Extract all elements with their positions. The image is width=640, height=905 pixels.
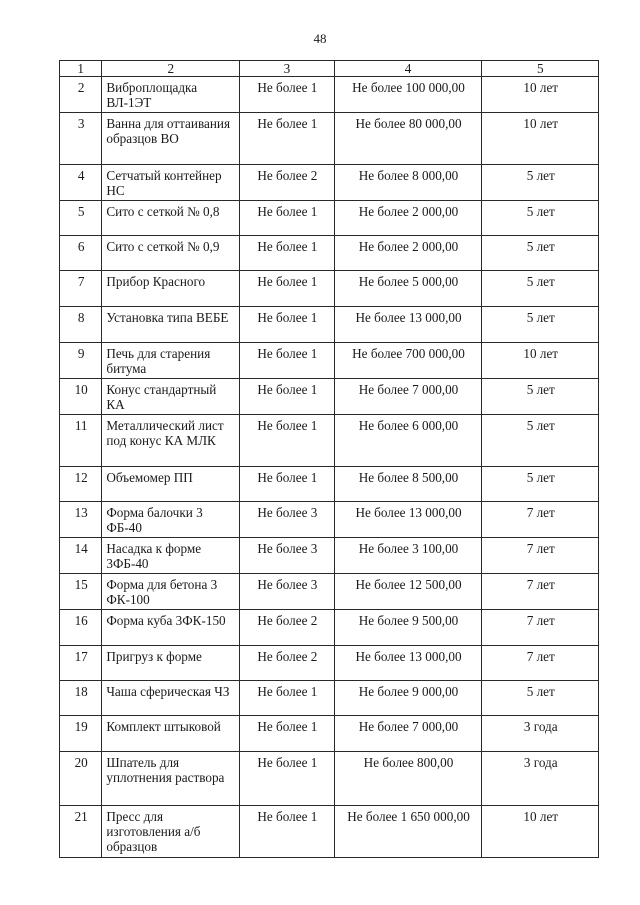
table-row [60,538,599,574]
price-cell: Не более 2 000,00 [334,236,482,271]
table-row [60,236,599,271]
row-number-cell: 16 [60,610,102,646]
price-cell: Не более 7 000,00 [334,716,482,752]
price-cell: Не более 9 000,00 [334,681,482,716]
table-row [60,165,599,201]
table-row [60,467,599,502]
row-number-cell: 18 [60,681,102,716]
row-number-cell: 9 [60,343,102,379]
price-cell: Не более 12 500,00 [334,574,482,610]
row-number-cell: 13 [60,502,102,538]
item-name-cell: Чаша сферическая ЧЗ [102,681,240,716]
item-name-cell: Насадка к форме 3ФБ-40 [102,538,240,574]
row-number-cell: 15 [60,574,102,610]
table-header-row [60,61,599,77]
page-number: 48 [313,31,327,46]
service-term-cell: 10 лет [482,113,599,165]
table-row [60,77,599,113]
price-cell: Не более 100 000,00 [334,77,482,113]
table-row [60,806,599,858]
quantity-cell: Не более 3 [240,502,334,538]
quantity-cell: Не более 2 [240,610,334,646]
item-name-cell: Сито с сеткой № 0,8 [102,201,240,236]
price-cell: Не более 80 000,00 [334,113,482,165]
quantity-cell: Не более 1 [240,201,334,236]
service-term-cell: 10 лет [482,806,599,858]
price-cell: Не более 1 650 000,00 [334,806,482,858]
quantity-cell: Не более 1 [240,806,334,858]
service-term-cell: 5 лет [482,201,599,236]
row-number-cell: 3 [60,113,102,165]
item-name-cell: Сито с сеткой № 0,9 [102,236,240,271]
quantity-cell: Не более 1 [240,307,334,343]
service-term-cell: 10 лет [482,343,599,379]
item-name-cell: Пресс для изготовления а/б образцов [102,806,240,858]
service-term-cell: 5 лет [482,271,599,307]
price-cell: Не более 13 000,00 [334,502,482,538]
row-number-cell: 6 [60,236,102,271]
quantity-cell: Не более 1 [240,752,334,806]
quantity-cell: Не более 1 [240,236,334,271]
price-cell: Не более 800,00 [334,752,482,806]
item-name-cell: Конус стандартный КА [102,379,240,415]
row-number-cell: 11 [60,415,102,467]
table-row [60,574,599,610]
quantity-cell: Не более 1 [240,77,334,113]
table-row [60,307,599,343]
service-term-cell: 5 лет [482,307,599,343]
item-name-cell: Ванна для оттаивания образцов ВО [102,113,240,165]
table-row [60,646,599,681]
quantity-cell: Не более 1 [240,415,334,467]
quantity-cell: Не более 1 [240,716,334,752]
column-header-5: 5 [482,61,599,77]
quantity-cell: Не более 2 [240,165,334,201]
row-number-cell: 5 [60,201,102,236]
column-header-2: 2 [102,61,240,77]
quantity-cell: Не более 1 [240,681,334,716]
quantity-cell: Не более 3 [240,574,334,610]
item-name-cell: Форма куба 3ФК-150 [102,610,240,646]
price-cell: Не более 8 000,00 [334,165,482,201]
service-term-cell: 7 лет [482,610,599,646]
item-name-cell: Шпатель для уплотнения раствора [102,752,240,806]
item-name-cell: Сетчатый контейнер НС [102,165,240,201]
service-term-cell: 5 лет [482,467,599,502]
table-row [60,271,599,307]
price-cell: Не более 700 000,00 [334,343,482,379]
service-term-cell: 5 лет [482,415,599,467]
table-row [60,113,599,165]
price-cell: Не более 6 000,00 [334,415,482,467]
item-name-cell: Комплект штыковой [102,716,240,752]
item-name-cell: Пригруз к форме [102,646,240,681]
row-number-cell: 21 [60,806,102,858]
table-row [60,681,599,716]
service-term-cell: 5 лет [482,379,599,415]
item-name-cell: Печь для старения битума [102,343,240,379]
quantity-cell: Не более 1 [240,379,334,415]
quantity-cell: Не более 1 [240,271,334,307]
service-term-cell: 5 лет [482,236,599,271]
price-cell: Не более 2 000,00 [334,201,482,236]
item-name-cell: Форма балочки 3 ФБ-40 [102,502,240,538]
table-row [60,379,599,415]
row-number-cell: 19 [60,716,102,752]
table-row [60,502,599,538]
item-name-cell: Прибор Красного [102,271,240,307]
price-cell: Не более 13 000,00 [334,646,482,681]
row-number-cell: 7 [60,271,102,307]
quantity-cell: Не более 1 [240,467,334,502]
item-name-cell: Объемомер ПП [102,467,240,502]
quantity-cell: Не более 2 [240,646,334,681]
table-row [60,752,599,806]
price-cell: Не более 5 000,00 [334,271,482,307]
service-term-cell: 3 года [482,716,599,752]
item-name-cell: Установка типа ВЕБЕ [102,307,240,343]
row-number-cell: 20 [60,752,102,806]
quantity-cell: Не более 3 [240,538,334,574]
price-cell: Не более 3 100,00 [334,538,482,574]
row-number-cell: 8 [60,307,102,343]
quantity-cell: Не более 1 [240,343,334,379]
service-term-cell: 5 лет [482,681,599,716]
column-header-1: 1 [60,61,102,77]
service-term-cell: 7 лет [482,538,599,574]
price-cell: Не более 8 500,00 [334,467,482,502]
service-term-cell: 3 года [482,752,599,806]
equipment-table [59,60,599,858]
row-number-cell: 4 [60,165,102,201]
column-header-3: 3 [240,61,334,77]
price-cell: Не более 9 500,00 [334,610,482,646]
service-term-cell: 7 лет [482,502,599,538]
table-row [60,716,599,752]
price-cell: Не более 7 000,00 [334,379,482,415]
service-term-cell: 5 лет [482,165,599,201]
item-name-cell: Металлический лист под конус КА МЛК [102,415,240,467]
table-row [60,415,599,467]
row-number-cell: 14 [60,538,102,574]
table-row [60,201,599,236]
row-number-cell: 2 [60,77,102,113]
row-number-cell: 12 [60,467,102,502]
item-name-cell: Виброплощадка ВЛ-1ЭТ [102,77,240,113]
row-number-cell: 10 [60,379,102,415]
table-row [60,610,599,646]
row-number-cell: 17 [60,646,102,681]
service-term-cell: 7 лет [482,646,599,681]
price-cell: Не более 13 000,00 [334,307,482,343]
table-row [60,343,599,379]
service-term-cell: 10 лет [482,77,599,113]
item-name-cell: Форма для бетона 3 ФК-100 [102,574,240,610]
quantity-cell: Не более 1 [240,113,334,165]
service-term-cell: 7 лет [482,574,599,610]
column-header-4: 4 [334,61,482,77]
